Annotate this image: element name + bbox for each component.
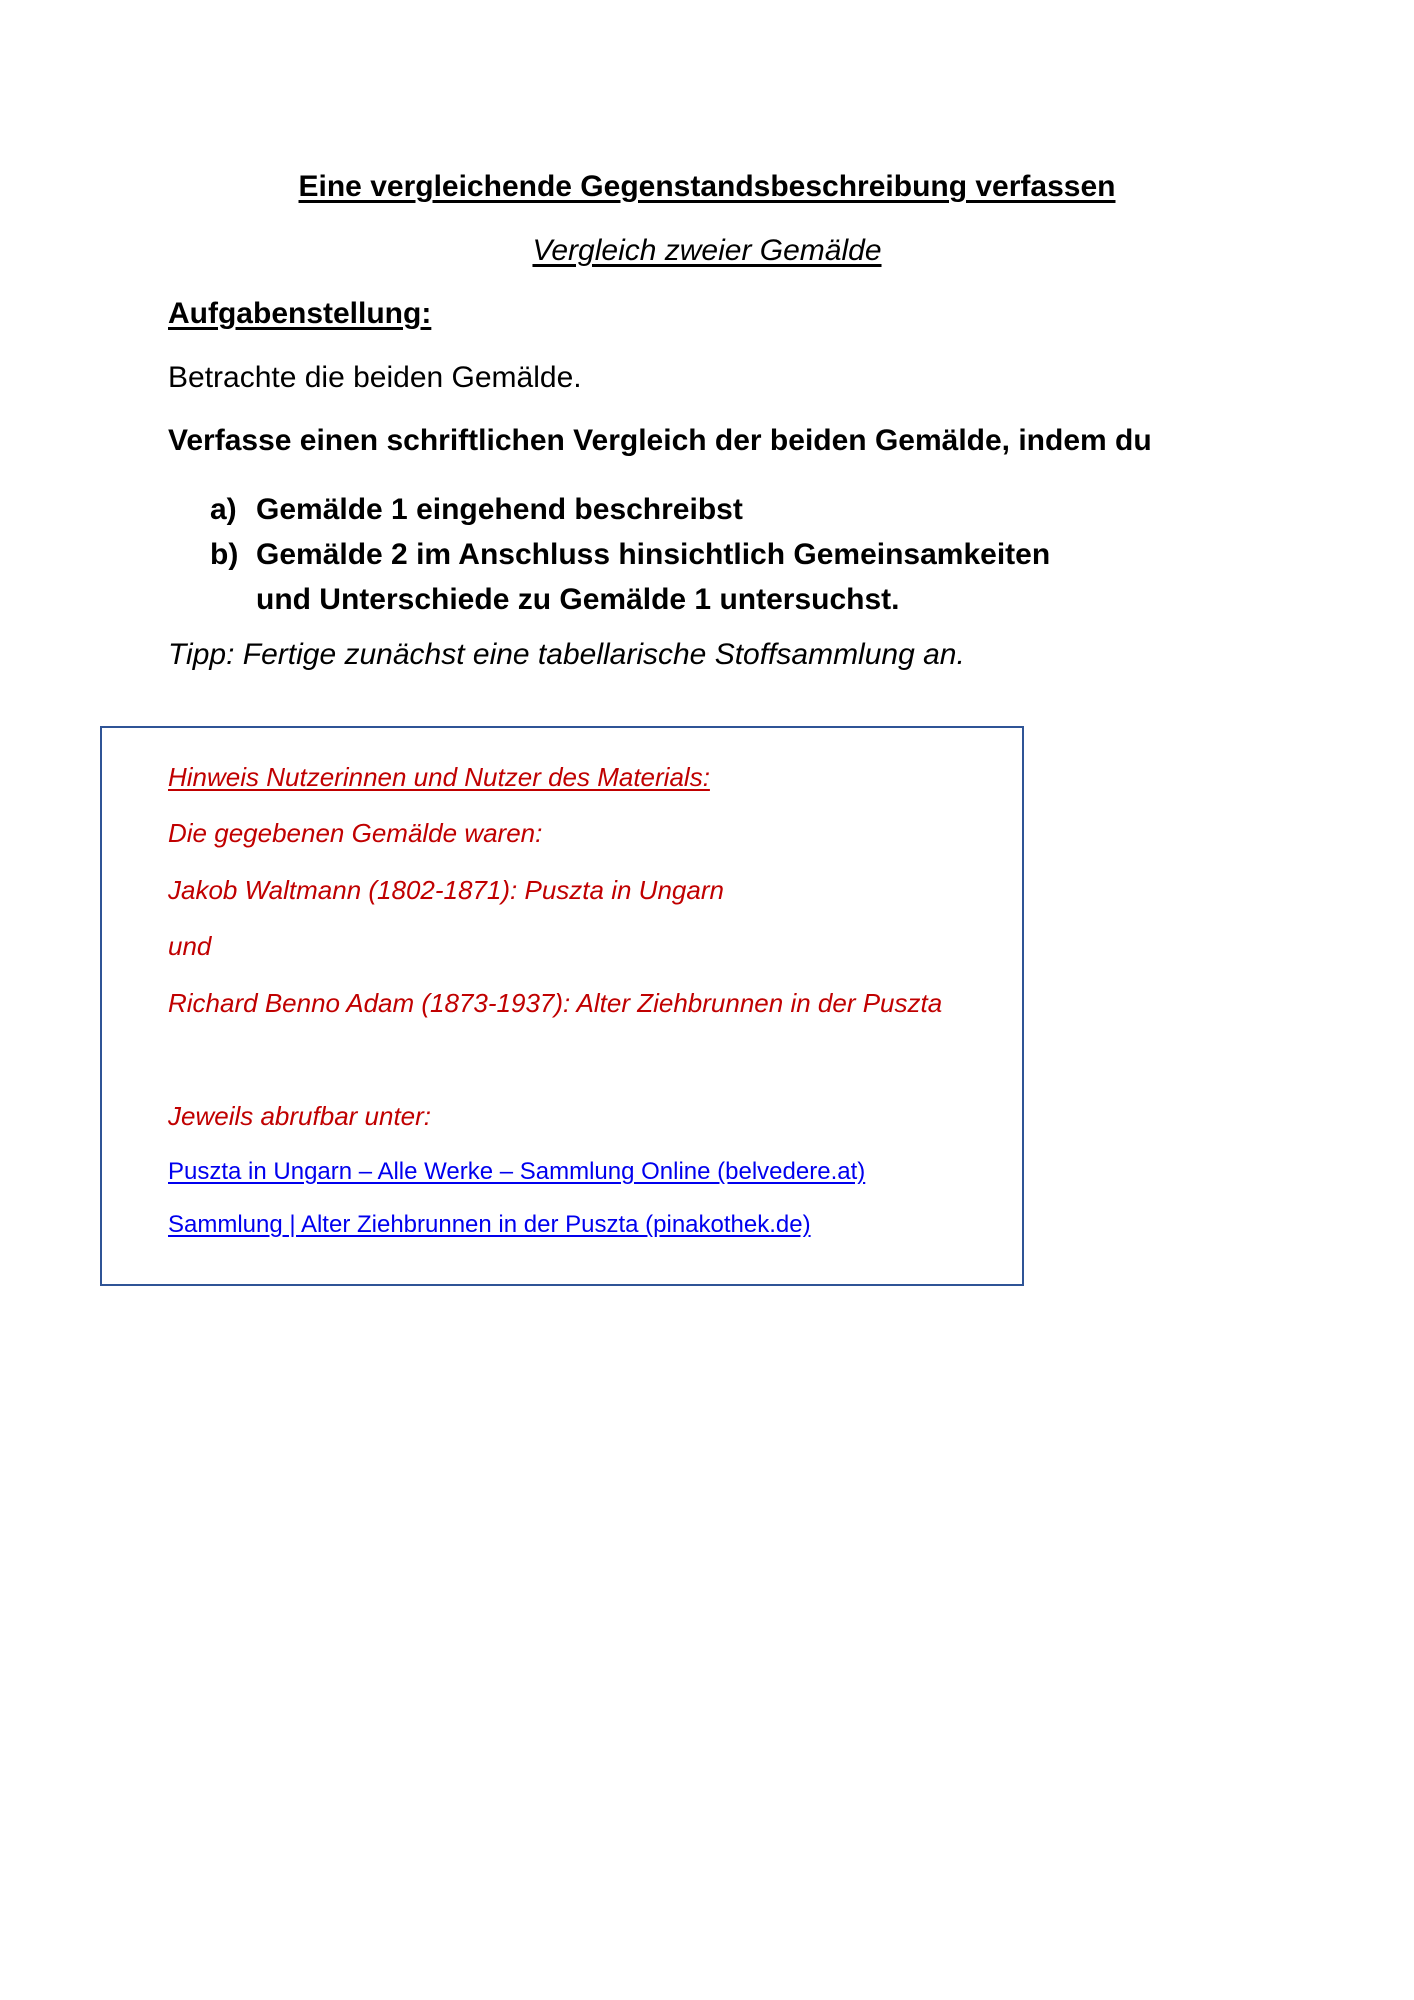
note-availability: Jeweils abrufbar unter: bbox=[168, 1101, 432, 1131]
task-list bbox=[210, 487, 1110, 622]
note-connector: und bbox=[168, 931, 212, 961]
task-marker: a) bbox=[210, 493, 237, 526]
task-text: Gemälde 2 im Anschluss hinsichtlich Gemeinsamkeiten und Unterschiede zu Gemälde 1 untersuchst. bbox=[256, 538, 1051, 616]
task-heading: Aufgabenstellung: bbox=[168, 297, 432, 330]
task-marker: b) bbox=[210, 538, 239, 571]
note-painting-1: Jakob Waltmann (1802-1871): Puszta in Ungarn bbox=[168, 875, 724, 905]
note-heading: Hinweis Nutzerinnen und Nutzer des Materials: bbox=[168, 762, 710, 792]
link-belvedere[interactable]: Puszta in Ungarn – Alle Werke – Sammlung Online (belvedere.at) bbox=[168, 1158, 866, 1185]
task-text: Gemälde 1 eingehend beschreibst bbox=[256, 493, 743, 526]
document-title: Eine vergleichende Gegenstandsbeschreibung verfassen bbox=[298, 170, 1116, 203]
link-pinakothek[interactable]: Sammlung | Alter Ziehbrunnen in der Puszta (pinakothek.de) bbox=[168, 1211, 811, 1238]
instruction-text: Verfasse einen schriftlichen Vergleich der beiden Gemälde, indem du bbox=[168, 424, 1152, 457]
teacher-note-box bbox=[100, 726, 1024, 1286]
task-item-a bbox=[210, 487, 1110, 532]
intro-text: Betrachte die beiden Gemälde. bbox=[168, 361, 582, 394]
note-intro: Die gegebenen Gemälde waren: bbox=[168, 818, 543, 848]
task-item-b bbox=[210, 532, 1110, 622]
tip-text: Tipp: Fertige zunächst eine tabellarische Stoffsammlung an. bbox=[168, 638, 965, 671]
note-painting-2: Richard Benno Adam (1873-1937): Alter Ziehbrunnen in der Puszta bbox=[168, 988, 943, 1018]
document-subtitle: Vergleich zweier Gemälde bbox=[532, 234, 882, 267]
